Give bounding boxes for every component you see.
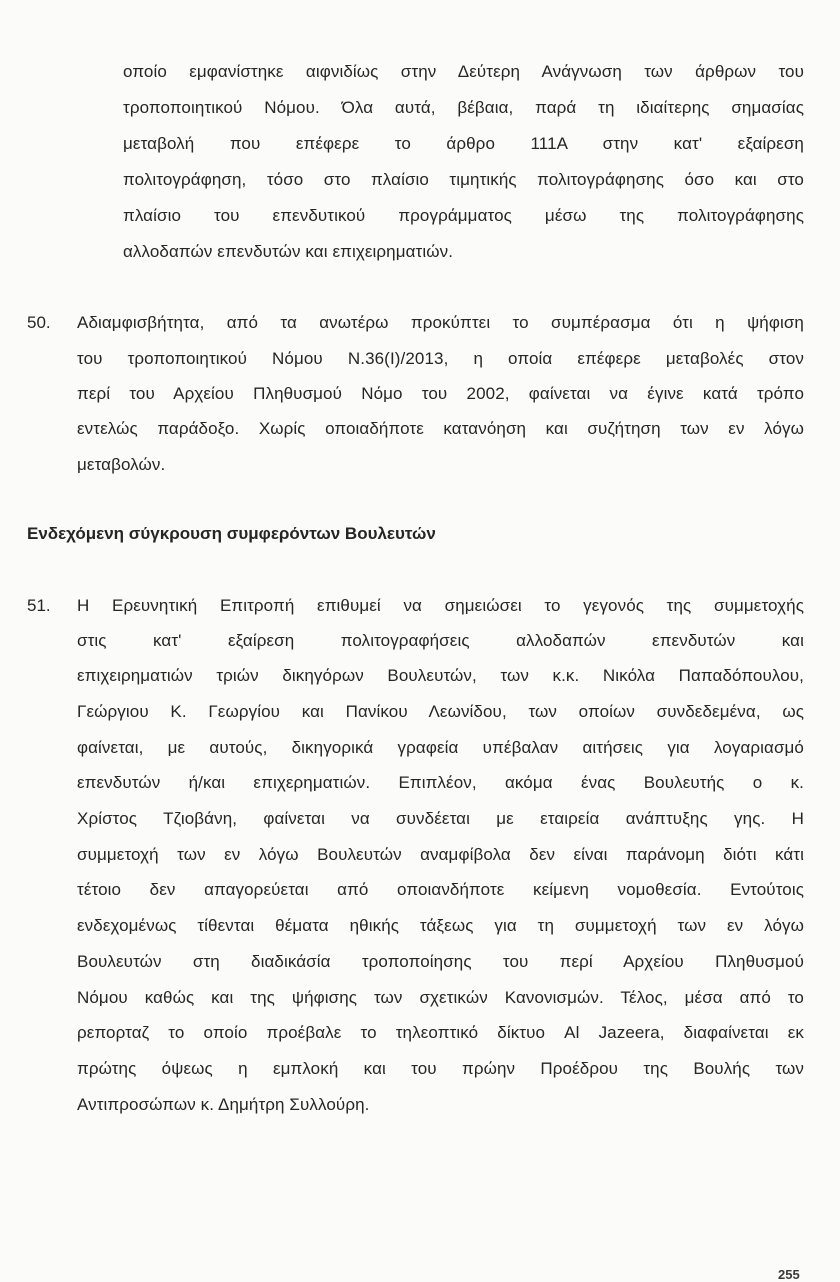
paragraph-line: περί του Αρχείου Πληθυσμού Νόμο του 2002, φαίνεται να έγινε κατά τρόπο	[77, 384, 804, 403]
intro-line: μεταβολή που επέφερε το άρθρο 111Α στην κατ' εξαίρεση	[123, 134, 804, 153]
intro-line: πολιτογράφηση, τόσο στο πλαίσιο τιμητικής πολιτογράφησης όσο και στο	[123, 170, 804, 189]
paragraph-line: εντελώς παράδοξο. Χωρίς οποιαδήποτε κατανόηση και συζήτηση των εν λόγω	[77, 419, 804, 438]
intro-line: οποίο εμφανίστηκε αιφνιδίως στην Δεύτερη Ανάγνωση των άρθρων του	[123, 62, 804, 81]
paragraph-line: μεταβολών.	[77, 455, 166, 474]
paragraph-line: πρώτης όψεως η εμπλοκή και του πρώην Προέδρου της Βουλής των	[77, 1059, 804, 1078]
paragraph-line: Η Ερευνητική Επιτροπή επιθυμεί να σημειώσει το γεγονός της συμμετοχής	[77, 596, 804, 615]
paragraph-line: Αδιαμφισβήτητα, από τα ανωτέρω προκύπτει το συμπέρασμα ότι η ψήφιση	[77, 313, 804, 332]
paragraph-number: 51.	[27, 596, 51, 615]
page-number: 255	[778, 1267, 800, 1282]
paragraph-line: στις κατ' εξαίρεση πολιτογραφήσεις αλλοδαπών επενδυτών και	[77, 631, 804, 650]
paragraph-line: επιχειρηματιών τριών δικηγόρων Βουλευτών, των κ.κ. Νικόλα Παπαδόπουλου,	[77, 666, 804, 685]
paragraph-line: Νόμου καθώς και της ψήφισης των σχετικών Κανονισμών. Τέλος, μέσα από το	[77, 988, 804, 1007]
paragraph-line: του τροποποιητικού Νόμου Ν.36(Ι)/2013, η οποία επέφερε μεταβολές στον	[77, 349, 804, 368]
paragraph-line: Χρίστος Τζιοβάνη, φαίνεται να συνδέεται με εταιρεία ανάπτυξης γης. Η	[77, 809, 804, 828]
paragraph-line: Γεώργιου Κ. Γεωργίου και Πανίκου Λεωνίδου, των οποίων συνδεδεμένα, ως	[77, 702, 804, 721]
paragraph-line: Βουλευτών στη διαδικάσία τροποποίησης του περί Αρχείου Πληθυσμού	[77, 952, 804, 971]
paragraph-number: 50.	[27, 313, 51, 332]
intro-line: τροποποιητικού Νόμου. Όλα αυτά, βέβαια, παρά τη ιδιαίτερης σημασίας	[123, 98, 804, 117]
section-heading: Ενδεχόμενη σύγκρουση συμφερόντων Βουλευτών	[27, 524, 436, 543]
paragraph-line: φαίνεται, με αυτούς, δικηγορικά γραφεία υπέβαλαν αιτήσεις για λογαριασμό	[77, 738, 804, 757]
paragraph-line: ρεπορταζ το οποίο προέβαλε το τηλεοπτικό δίκτυο Al Jazeera, διαφαίνεται εκ	[77, 1023, 804, 1042]
paragraph-line: επενδυτών ή/και επιχερηματιών. Επιπλέον, ακόμα ένας Βουλευτής ο κ.	[77, 773, 804, 792]
paragraph-line: συμμετοχή των εν λόγω Βουλευτών αναμφίβολα δεν είναι παράνομη διότι κάτι	[77, 845, 804, 864]
paragraph-line: τέτοιο δεν απαγορεύεται από οποιανδήποτε κείμενη νομοθεσία. Εντούτοις	[77, 880, 804, 899]
intro-line: πλαίσιο του επενδυτικού προγράμματος μέσω της πολιτογράφησης	[123, 206, 804, 225]
intro-line: αλλοδαπών επενδυτών και επιχειρηματιών.	[123, 242, 454, 261]
paragraph-line: Αντιπροσώπων κ. Δημήτρη Συλλούρη.	[77, 1095, 370, 1114]
paragraph-line: ενδεχομένως τίθενται θέματα ηθικής τάξεως για τη συμμετοχή των εν λόγω	[77, 916, 804, 935]
